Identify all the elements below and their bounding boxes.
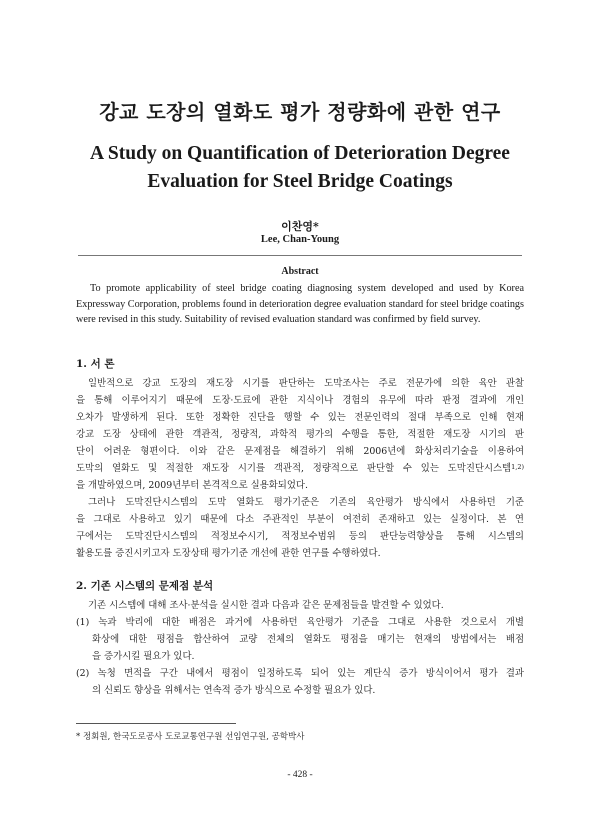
citation-marker: 1,2) [511,463,524,471]
section-2-list-item-1 [76,614,524,665]
header-divider [78,255,522,256]
text-line: 구에서는 도막진단시스템의 적정보수시기, 적정보수범위 등의 판단능력향상을 통해 시스템의 [76,531,524,542]
section-1-heading: 1. 서 론 [76,358,115,370]
footnote-divider [76,723,236,724]
text-line: 강교 도장 상태에 관한 객관적, 정량적, 과학적 평가의 수행을 통한, 적절한 재도장 시기의 판 [76,429,524,440]
section-1-paragraph-2 [76,494,524,562]
author-english: Lee, Chan-Young [260,234,340,245]
text-line: 을 개발하였으며, 2009년부터 본격적으로 실용화되었다. [76,480,308,491]
text-line: 을 그대로 사용하고 있기 때문에 다소 주관적인 부분이 여전히 존재하고 있는 실정이다. 본 연 [76,514,524,525]
text-line: 의 신뢰도 향상을 위해서는 연속적 증가 방식으로 수정할 필요가 있다. [92,685,376,696]
abstract-heading: Abstract [281,266,319,277]
text-line: 활용도를 증진시키고자 도장상태 평가기준 개선에 관한 연구를 수행하였다. [76,548,381,559]
section-2-intro [76,597,524,614]
title-korean: 강교 도장의 열화도 평가 정량화에 관한 연구 [99,100,501,124]
footnote: * 정회원, 한국도로공사 도로교통연구원 선임연구원, 공학박사 [76,732,305,742]
text-line: (1) 녹과 박리에 대한 배점은 과거에 사용하던 육안평가 기준을 그대로 사용한 것으로서 개별 [76,617,524,628]
title-english-line-2: Evaluation for Steel Bridge Coatings [147,171,453,192]
section-1-paragraph-1 [76,375,524,494]
author-korean: 이찬영* [281,220,319,233]
text-line: 일반적으로 강교 도장의 재도장 시기를 판단하는 도막조사는 주로 전문가에 의한 육안 관찰 [88,378,524,389]
text-line [76,460,524,477]
text-line: (2) 녹청 면적을 구간 내에서 평점이 일정하도록 되어 있는 계단식 증가 방식이어서 평가 결과 [76,668,524,679]
text-line: 을 증가시킬 필요가 있다. [92,651,195,662]
title-english [60,140,540,196]
text-line: 오차가 발생하게 된다. 또한 정확한 진단을 행할 수 있는 전문인력의 절대 부족으로 인해 현재 [76,412,524,423]
title-english-line-1: A Study on Quantification of Deterioration Degree [90,143,510,164]
text-line-content: 도막의 열화도 및 적절한 재도장 시기를 객관적, 정량적으로 판단할 수 있는 도막진단시스템 [76,463,512,474]
text-line: 기존 시스템에 대해 조사·분석을 실시한 결과 다음과 같은 문제점들을 발견할 수 있었다. [88,600,444,611]
text-line: 을 통해 이루어지기 때문에 도장·도료에 관한 지식이나 경험의 유무에 따라 판정 결과에 개인 [76,395,524,406]
text-line: 화상에 대한 평점을 합산하여 교량 전체의 열화도 평점을 매기는 현재의 방법에서는 배점 [92,634,524,645]
section-2-heading: 2. 기존 시스템의 문제점 분석 [76,580,214,592]
text-line: 단이 어려운 형편이다. 이와 같은 문제점을 해결하기 위해 2006년에 화상처리기술을 이용하여 [76,446,524,457]
text-line: 그러나 도막진단시스템의 도막 열화도 평가기준은 기존의 육안평가 방식에서 사용하던 기준 [88,497,524,508]
abstract-body: To promote applicability of steel bridge coating diagnosing system developed and used by Korea Expressway Corporation, problems found in deterioration degree evaluation standard for steel bridge coatings were revised in this study. Suitability of revised evaluation standard was confirmed by field survey. [76,283,524,325]
page-number: - 428 - [287,770,313,780]
section-2-list-item-2 [76,665,524,699]
